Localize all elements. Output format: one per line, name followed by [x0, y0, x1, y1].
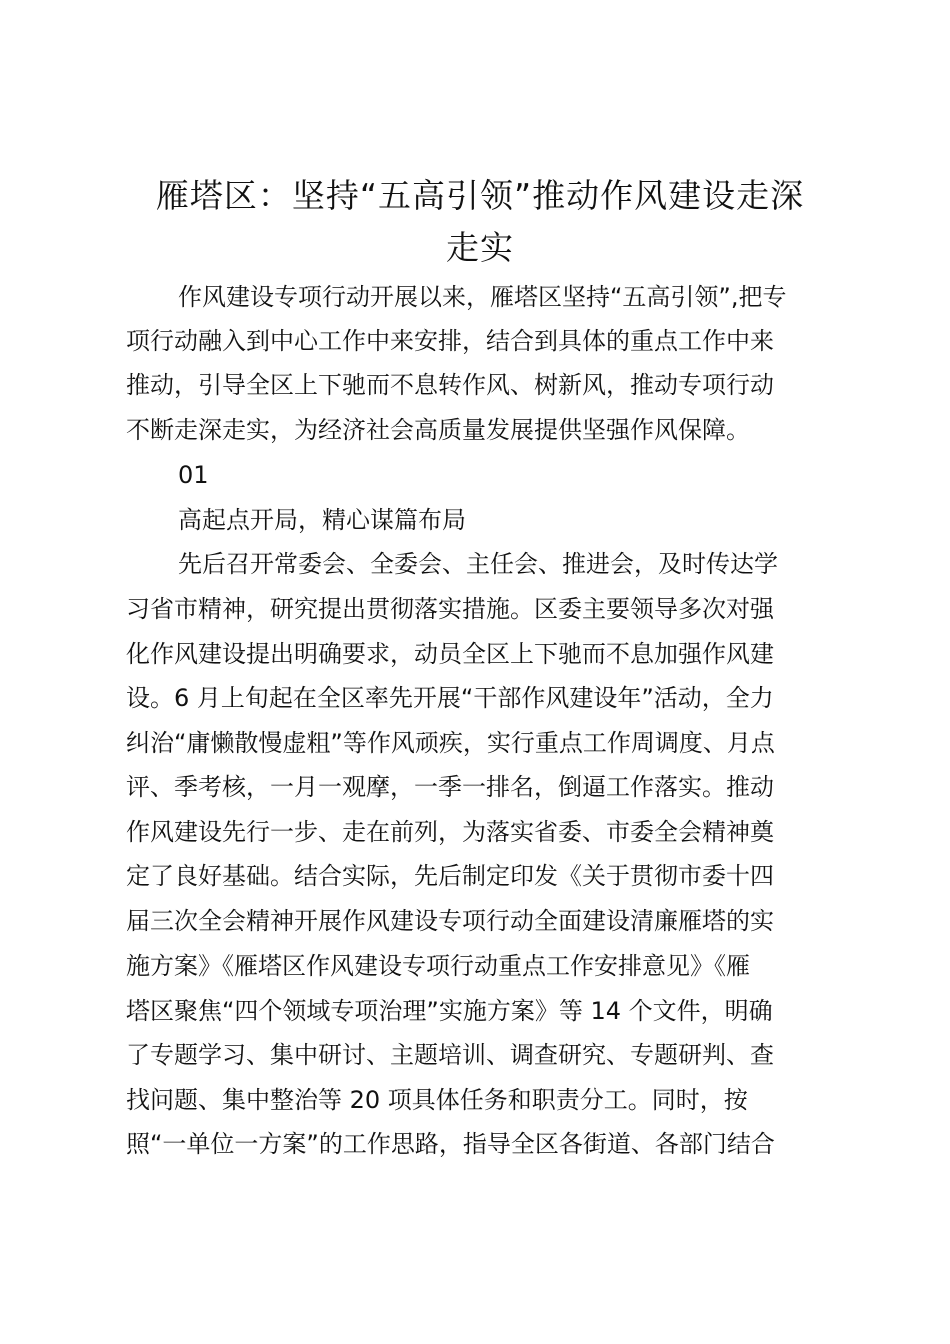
paragraph-line: 作风建设先行一步、走在前列，为落实省委、市委全会精神奠	[126, 818, 774, 846]
paragraph-line: 作风建设专项行动开展以来，雁塔区坚持“五高引领”,把专	[178, 283, 787, 311]
paragraph-line: 纠治“庸懒散慢虚粗”等作风顽疾，实行重点工作周调度、月点	[126, 729, 775, 757]
title-line-1: 雁塔区：坚持“五高引领”推动作风建设走深	[155, 176, 805, 215]
paragraph-line: 不断走深走实，为经济社会高质量发展提供坚强作风保障。	[126, 416, 750, 444]
paragraph-line: 找问题、集中整治等 20 项具体任务和职责分工。同时，按	[126, 1086, 748, 1114]
paragraph-line: 施方案》《雁塔区作风建设专项行动重点工作安排意见》《雁	[126, 952, 750, 980]
title-line-2: 走实	[446, 228, 514, 267]
paragraph-line: 习省市精神，研究提出贯彻落实措施。区委主要领导多次对强	[126, 595, 774, 623]
paragraph-line: 评、季考核，一月一观摩，一季一排名，倒逼工作落实。推动	[126, 773, 774, 801]
paragraph-line: 定了良好基础。结合实际，先后制定印发《关于贯彻市委十四	[126, 862, 774, 890]
paragraph-line: 届三次全会精神开展作风建设专项行动全面建设清廉雁塔的实	[126, 907, 774, 935]
paragraph-line: 项行动融入到中心工作中来安排，结合到具体的重点工作中来	[126, 327, 774, 355]
section-heading: 高起点开局，精心谋篇布局	[178, 506, 466, 534]
paragraph-line: 设。6 月上旬起在全区率先开展“干部作风建设年”活动，全力	[126, 684, 774, 712]
paragraph-line: 推动，引导全区上下驰而不息转作风、树新风，推动专项行动	[126, 371, 774, 399]
document-title	[110, 170, 850, 274]
paragraph-line: 照“一单位一方案”的工作思路，指导全区各街道、各部门结合	[126, 1130, 775, 1158]
paragraph-line: 先后召开常委会、全委会、主任会、推进会，及时传达学	[178, 550, 778, 578]
paragraph-line: 塔区聚焦“四个领域专项治理”实施方案》等 14 个文件，明确	[126, 997, 773, 1025]
paragraph-line: 化作风建设提出明确要求，动员全区上下驰而不息加强作风建	[126, 640, 774, 668]
section-number: 01	[178, 461, 209, 489]
paragraph-line: 了专题学习、集中研讨、主题培训、调查研究、专题研判、查	[126, 1041, 774, 1069]
